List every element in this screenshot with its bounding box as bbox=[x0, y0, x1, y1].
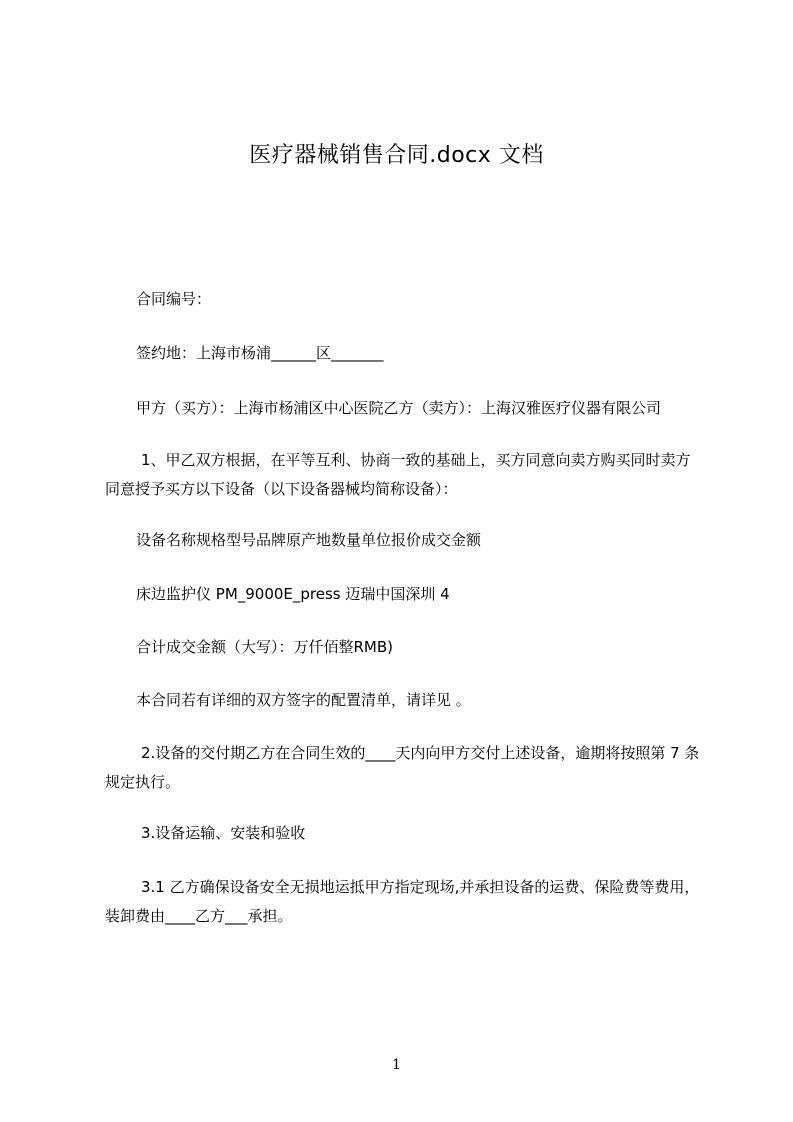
page-number: 1 bbox=[392, 1057, 401, 1073]
parties-line: 甲方（买方）：上海市杨浦区中心医院乙方（卖方）：上海汉雅医疗仪器有限公司 bbox=[136, 399, 662, 417]
clause-2-paragraph: 2.设备的交付期乙方在合同生效的____天内向甲方交付上述设备，逾期将按照第 7 条规定执行。 bbox=[105, 744, 700, 791]
signing-place-line: 签约地：上海市杨浦______区_______ bbox=[136, 344, 384, 362]
clause-1-paragraph: 1、甲乙双方根据，在平等互利、协商一致的基础上，买方同意向卖方购买同时卖方同意授予买方以下设备（以下设备器械均简称设备）： bbox=[105, 451, 691, 498]
config-list-line: 本合同若有详细的双方签字的配置清单，请详见 。 bbox=[136, 691, 471, 709]
clause-3-heading: 3.设备运输、安装和验收 bbox=[141, 824, 306, 842]
clause-3-1-paragraph: 3.1 乙方确保设备安全无损地运抵甲方指定现场,并承担设备的运费、保险费等费用，装卸费由____乙方___承担。 bbox=[105, 878, 700, 925]
contract-number-line: 合同编号： bbox=[136, 290, 212, 308]
equipment-header-line: 设备名称规格型号品牌原产地数量单位报价成交金额 bbox=[136, 531, 482, 549]
total-amount-line: 合计成交金额（大写）：万仟佰整RMB) bbox=[136, 638, 394, 656]
document-title: 医疗器械销售合同.docx 文档 bbox=[249, 143, 544, 168]
equipment-item-line: 床边监护仪 PM_9000E_press 迈瑞中国深圳 4 bbox=[136, 585, 450, 603]
